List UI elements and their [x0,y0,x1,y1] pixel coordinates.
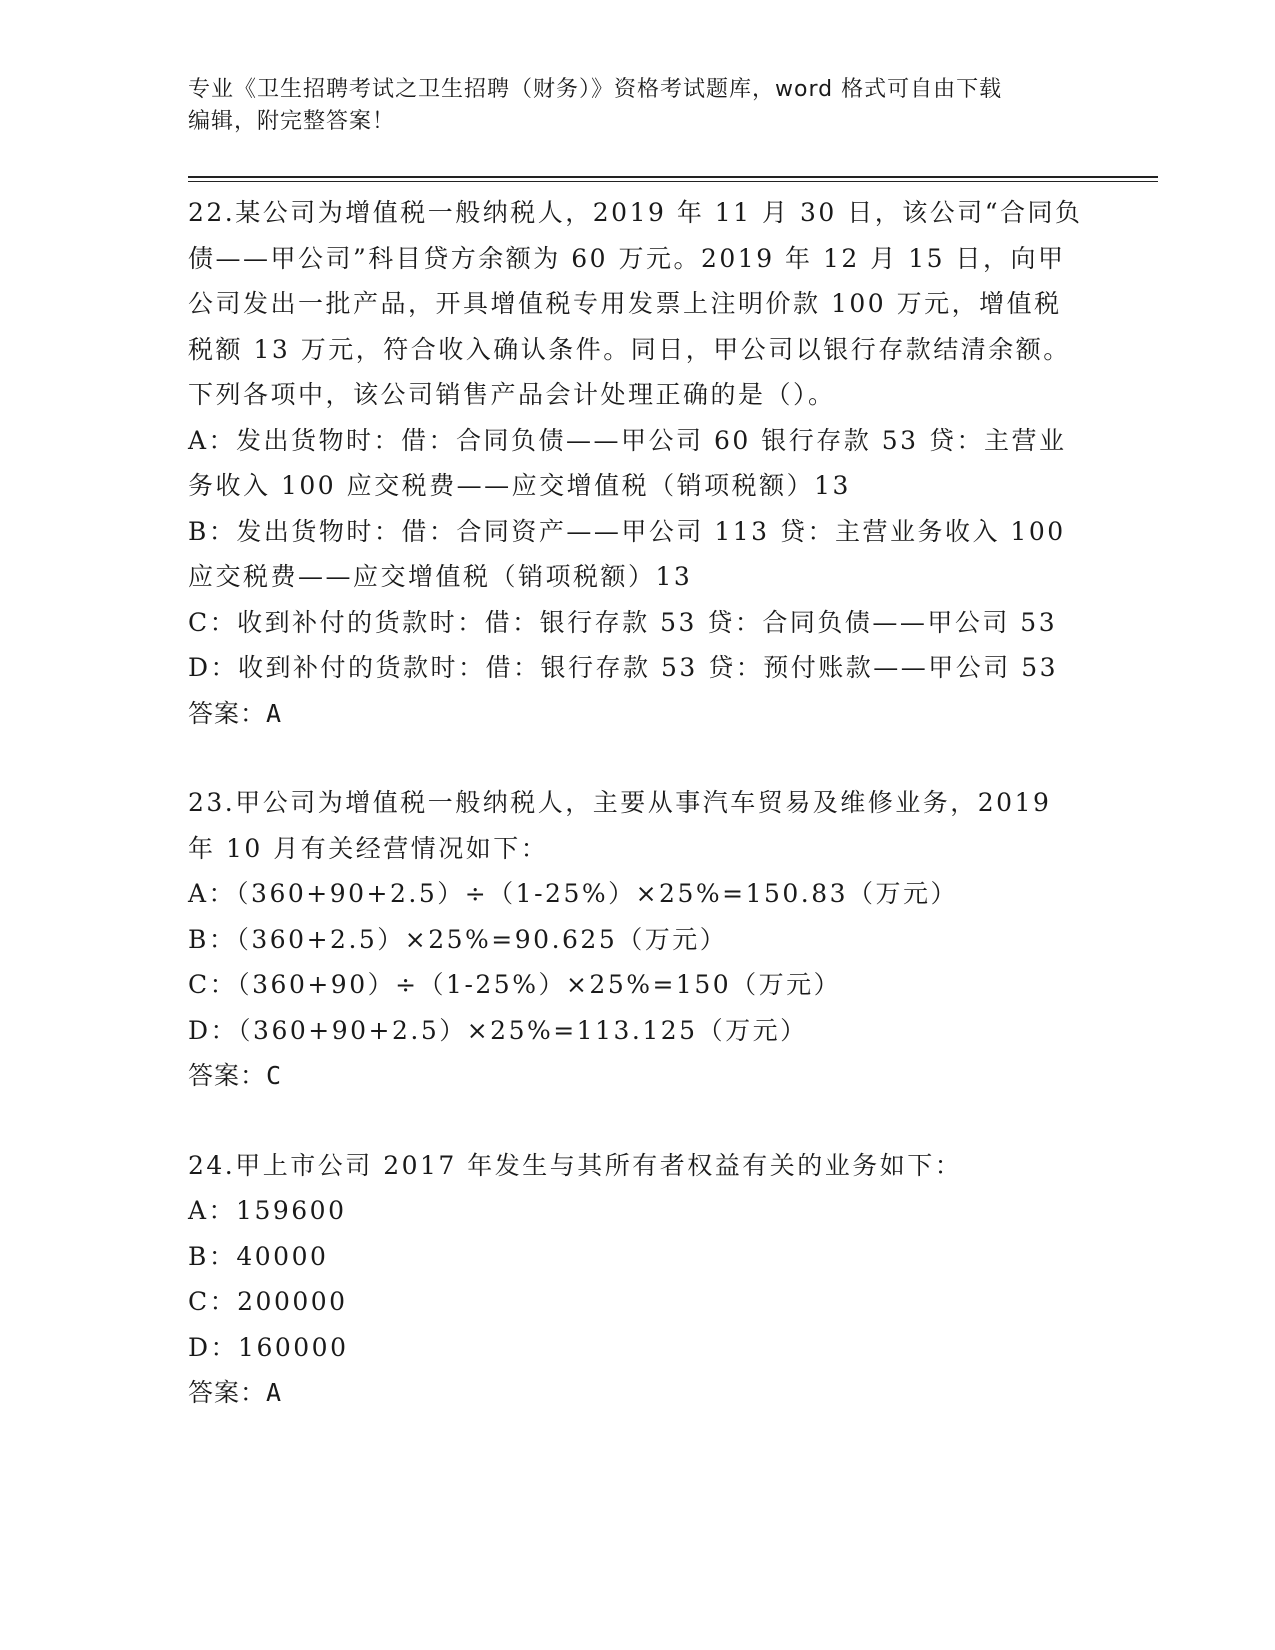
question-22 [188,190,1088,736]
option-b: B：（360+2.5）×25%=90.625（万元） [188,924,728,954]
option-a: A：159600 [188,1196,347,1225]
answer-line [188,691,1088,737]
question-stem: 24.甲上市公司 2017 年发生与其所有者权益有关的业务如下： [188,1150,963,1180]
answer-line [188,1370,1088,1416]
answer-line [188,1053,1088,1099]
question-list [188,190,1088,1460]
question-23 [188,780,1088,1099]
question-stem: 22.某公司为增值税一般纳税人，2019 年 11 月 30 日，该公司“合同负债——甲公司”科目贷方余额为 60 万元。2019 年 12 月 15 日，向甲公司发出一批产品，开具增值税专用发票上注明价款 100 万元，增值税税额 13 万元，符合收入确认条件。同日，甲公司以银行存款结清余额。下列各项中，该公司销售产品会计处理正确的是（）。 [188,198,1083,409]
answer-label: 答案： [188,1378,267,1407]
header-divider-thick [188,176,1158,178]
option-d: D：收到补付的货款时：借：银行存款 53 贷：预付账款——甲公司 53 [188,653,1059,682]
option-c: C：（360+90）÷（1-25%）×25%=150（万元） [188,970,842,999]
option-c: C：200000 [188,1287,348,1316]
option-d: D：160000 [188,1332,349,1362]
option-d: D：（360+90+2.5）×25%=113.125（万元） [188,1015,808,1045]
answer-value: C [266,1061,283,1090]
question-24 [188,1143,1088,1416]
question-stem: 23.甲公司为增值税一般纳税人，主要从事汽车贸易及维修业务，2019 年 10 月有关经营情况如下： [188,788,1052,863]
answer-label: 答案： [188,1061,267,1090]
header-title-line-2: 编辑，附完整答案！ [188,109,396,134]
answer-value: A [266,698,283,728]
option-b: B：40000 [188,1241,329,1271]
option-c: C：收到补付的货款时：借：银行存款 53 贷：合同负债——甲公司 53 [188,607,1058,637]
answer-label: 答案： [188,698,267,728]
option-b: B：发出货物时：借：合同资产——甲公司 113 贷：主营业务收入 100 应交税费——应交增值税（销项税额）13 [188,516,1066,591]
answer-value: A [266,1378,283,1407]
document-header [188,74,1088,138]
header-divider-thin [188,181,1158,182]
option-a: A：（360+90+2.5）÷（1-25%）×25%=150.83（万元） [188,879,959,908]
header-title-line-1: 专业《卫生招聘考试之卫生招聘（财务）》资格考试题库，word 格式可自由下载 [188,77,1003,102]
option-a: A：发出货物时：借：合同负债——甲公司 60 银行存款 53 贷：主营业务收入 100 应交税费——应交增值税（销项税额）13 [188,425,1067,500]
